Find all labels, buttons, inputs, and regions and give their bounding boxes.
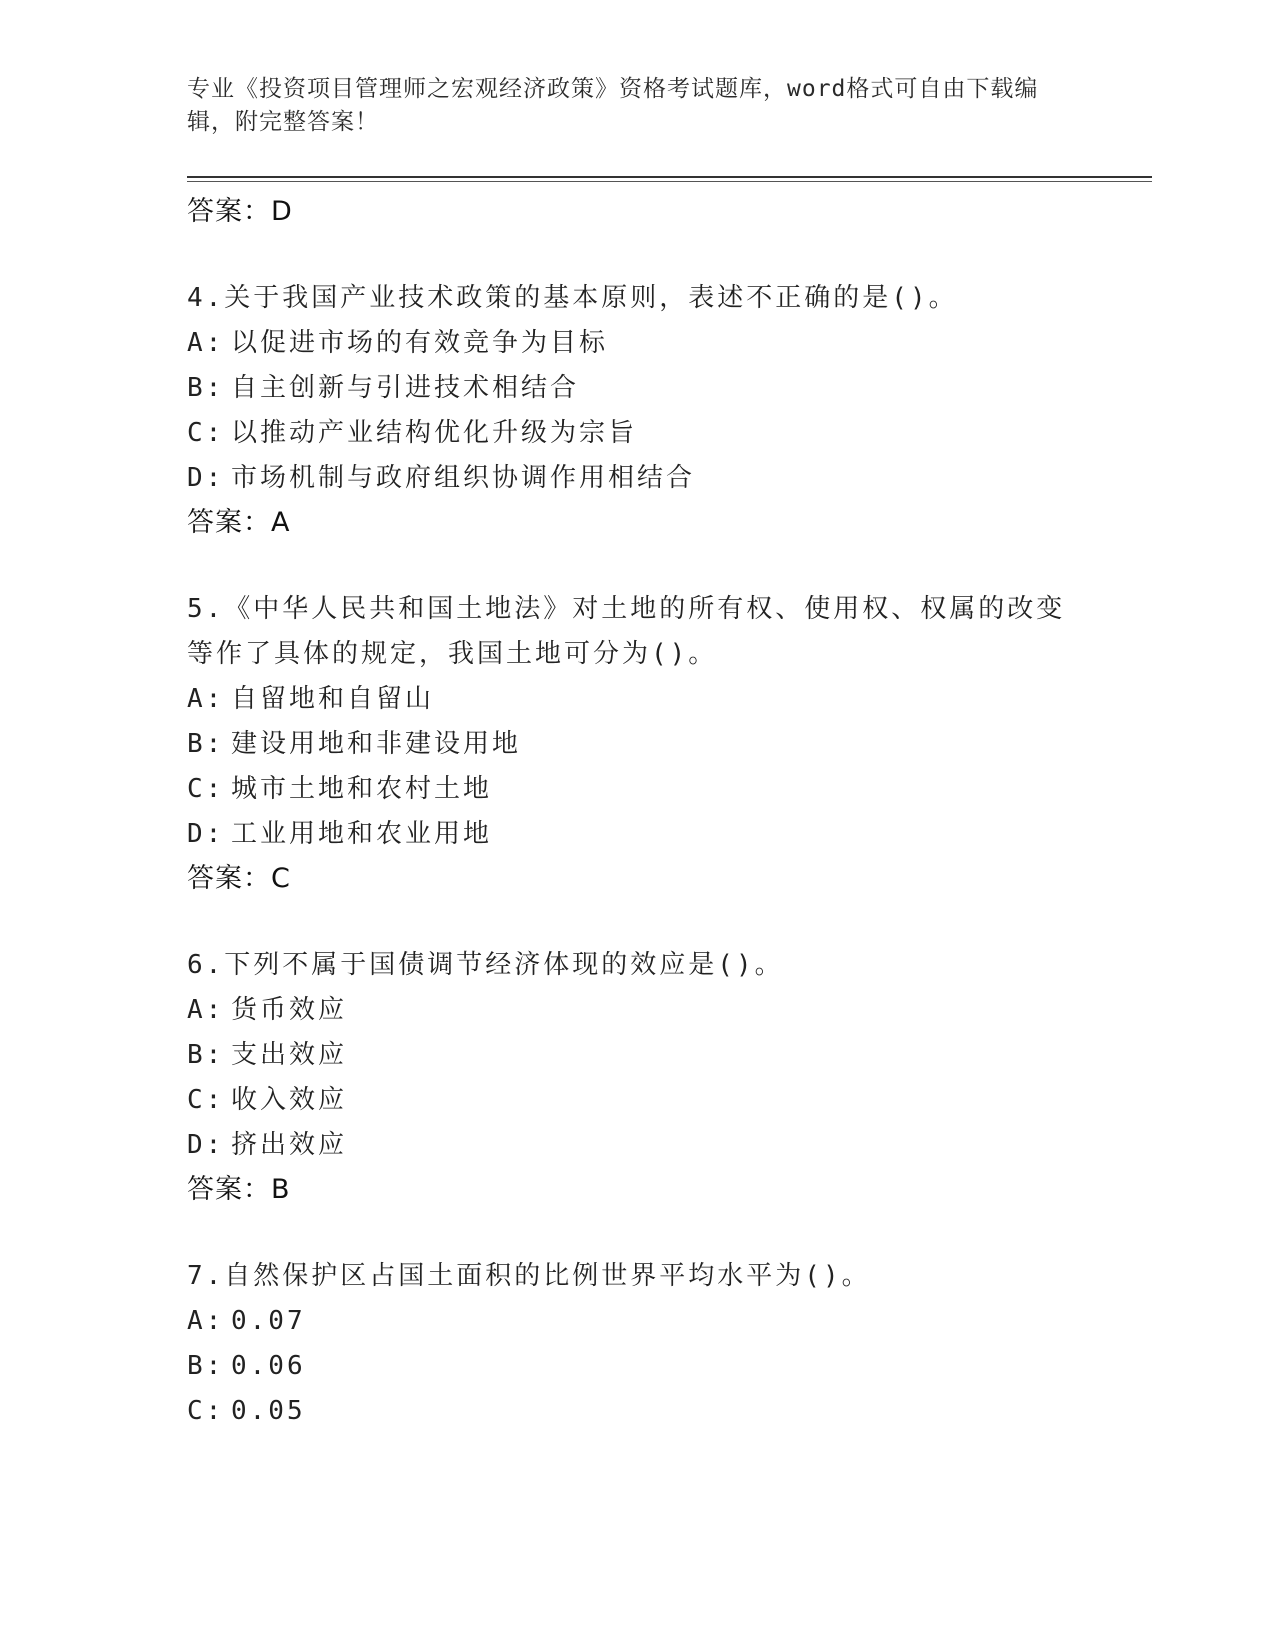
option-a xyxy=(187,321,1087,366)
option-b xyxy=(187,1033,1087,1078)
answer: 答案：C xyxy=(187,863,291,894)
option-letter: A: xyxy=(187,1306,225,1336)
option-text: 自留地和自留山 xyxy=(231,684,435,714)
question-5 xyxy=(187,587,1087,901)
option-c xyxy=(187,767,1087,812)
option-text: 建设用地和非建设用地 xyxy=(231,729,522,759)
option-text: 市场机制与政府组织协调作用相结合 xyxy=(231,463,696,493)
option-letter: A: xyxy=(187,328,225,358)
option-c xyxy=(187,1078,1087,1123)
question-content xyxy=(187,190,1087,1434)
question-6 xyxy=(187,943,1087,1212)
option-text: 自主创新与引进技术相结合 xyxy=(231,373,580,403)
option-text: 挤出效应 xyxy=(231,1130,348,1160)
question-text: 7.自然保护区占国土面积的比例世界平均水平为()。 xyxy=(187,1261,871,1291)
option-letter: D: xyxy=(187,463,225,493)
option-letter: C: xyxy=(187,1085,225,1115)
document-header: 专业《投资项目管理师之宏观经济政策》资格考试题库，word格式可自由下载编辑，附完整答案！ xyxy=(187,76,1039,135)
option-letter: A: xyxy=(187,995,225,1025)
option-a xyxy=(187,1299,1087,1344)
option-letter: C: xyxy=(187,1396,225,1426)
question-text: 4.关于我国产业技术政策的基本原则，表述不正确的是()。 xyxy=(187,283,958,313)
option-b xyxy=(187,1344,1087,1389)
option-text: 货币效应 xyxy=(231,995,348,1025)
option-text: 以推动产业结构优化升级为宗旨 xyxy=(231,418,638,448)
answer: 答案：A xyxy=(187,507,291,538)
option-letter: C: xyxy=(187,418,225,448)
question-7 xyxy=(187,1254,1087,1434)
header-divider-thick xyxy=(187,176,1152,178)
option-letter: D: xyxy=(187,819,225,849)
option-text: 工业用地和农业用地 xyxy=(231,819,493,849)
option-letter: D: xyxy=(187,1130,225,1160)
option-text: 城市土地和农村土地 xyxy=(231,774,493,804)
option-text: 支出效应 xyxy=(231,1040,348,1070)
question-text: 6.下列不属于国债调节经济体现的效应是()。 xyxy=(187,950,784,980)
option-a xyxy=(187,988,1087,1033)
option-text: 收入效应 xyxy=(231,1085,348,1115)
previous-answer: 答案：D xyxy=(187,196,293,227)
option-a xyxy=(187,677,1087,722)
option-letter: A: xyxy=(187,684,225,714)
option-text: 0.05 xyxy=(231,1396,306,1426)
option-text: 0.07 xyxy=(231,1306,306,1336)
option-c xyxy=(187,411,1087,456)
option-letter: B: xyxy=(187,373,225,403)
option-d xyxy=(187,456,1087,501)
answer: 答案：B xyxy=(187,1174,291,1205)
option-d xyxy=(187,812,1087,857)
option-letter: B: xyxy=(187,1351,225,1381)
option-c xyxy=(187,1389,1087,1434)
option-letter: B: xyxy=(187,1040,225,1070)
option-b xyxy=(187,366,1087,411)
option-letter: C: xyxy=(187,774,225,804)
option-letter: B: xyxy=(187,729,225,759)
option-text: 0.06 xyxy=(231,1351,306,1381)
option-b xyxy=(187,722,1087,767)
question-4 xyxy=(187,276,1087,545)
option-text: 以促进市场的有效竞争为目标 xyxy=(231,328,609,358)
header-divider-thin xyxy=(187,181,1152,182)
question-text: 5.《中华人民共和国土地法》对土地的所有权、使用权、权属的改变等作了具体的规定，我国土地可分为()。 xyxy=(187,594,1066,669)
option-d xyxy=(187,1123,1087,1168)
